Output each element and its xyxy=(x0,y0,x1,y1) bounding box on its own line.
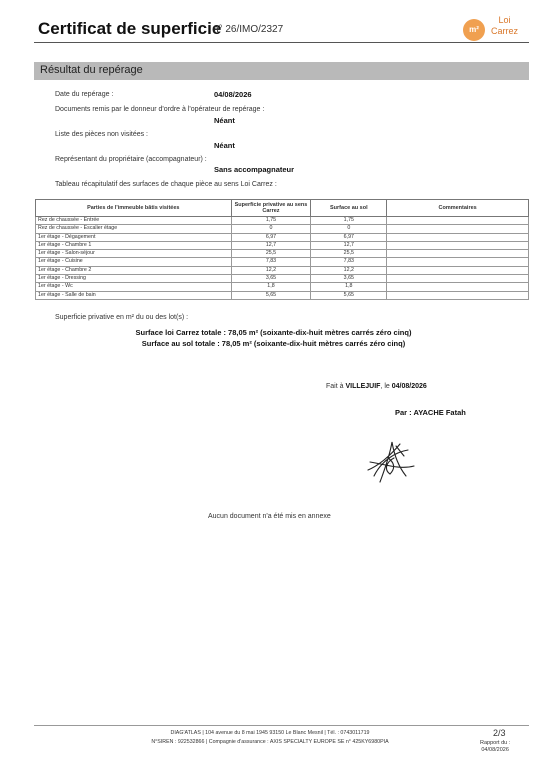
cell-sol: 7,83 xyxy=(311,258,387,266)
signature-image xyxy=(360,436,420,486)
fait-prefix: Fait à xyxy=(326,383,346,390)
cell-sol: 1,8 xyxy=(311,283,387,291)
cell-sol: 6,97 xyxy=(311,233,387,241)
table-row xyxy=(36,217,529,225)
cell-carrez: 25,5 xyxy=(231,250,311,258)
cell-part: 1er étage - Dégagement xyxy=(36,233,232,241)
table-row xyxy=(36,233,529,241)
footer-line1: DIAG'ATLAS | 104 avenue du 8 mai 1945 93150 Le Blanc Mesnil | Tél. : 0743011719 xyxy=(170,730,370,736)
cell-sol: 3,65 xyxy=(311,275,387,283)
footer-line2: N°SIREN : 922532866 | Compagnie d'assurance : AXIS SPECIALTY EUROPE SE n° 425KY6980PIA xyxy=(151,739,389,745)
cell-part: Rez de chaussée - Escalier étage xyxy=(36,225,232,233)
table-row xyxy=(36,275,529,283)
cell-carrez: 12,2 xyxy=(231,266,311,274)
col-header-comments: Commentaires xyxy=(387,200,529,217)
cell-carrez: 5,65 xyxy=(231,291,311,299)
cell-comment xyxy=(387,250,529,258)
cell-sol: 5,65 xyxy=(311,291,387,299)
cell-carrez: 1,75 xyxy=(231,217,311,225)
table-row xyxy=(36,258,529,266)
cell-comment xyxy=(387,225,529,233)
col-header-carrez: Superficie privative au sens Carrez xyxy=(231,200,311,217)
documents-label: Documents remis par le donneur d'ordre à l'opérateur de repérage : xyxy=(55,106,265,113)
cell-comment xyxy=(387,283,529,291)
sol-total: Surface au sol totale : 78,05 m² (soixante-dix-huit mètres carrés zéro cinq) xyxy=(141,339,406,348)
report-date-label: Rapport du : xyxy=(480,740,511,746)
page-number: 2/3 xyxy=(493,728,506,738)
cell-carrez: 12,7 xyxy=(231,241,311,249)
surface-table xyxy=(35,199,529,300)
certificate-number: n° 26/IMO/2327 xyxy=(213,24,284,35)
carrez-total: Surface loi Carrez totale : 78,05 m² (soixante-dix-huit mètres carrés zéro cinq) xyxy=(135,328,412,337)
logo-line2: Carrez xyxy=(491,26,519,36)
unvisited-value: Néant xyxy=(214,141,235,150)
summary-label: Superficie privative en m² du ou des lot(s) : xyxy=(55,314,189,321)
cell-sol: 1,75 xyxy=(311,217,387,225)
m2-logo-icon: m² xyxy=(463,19,485,41)
header-divider xyxy=(34,42,529,43)
cell-comment xyxy=(387,217,529,225)
date-label: Date du repérage : xyxy=(55,91,114,98)
cell-part: 1er étage - Salle de bain xyxy=(36,291,232,299)
signatory: Par : AYACHE Fatah xyxy=(395,408,466,417)
table-row xyxy=(36,283,529,291)
cell-sol: 0 xyxy=(311,225,387,233)
cell-part: Rez de chaussée - Entrée xyxy=(36,217,232,225)
footer-info xyxy=(60,729,480,747)
documents-value: Néant xyxy=(214,116,235,125)
col-header-parts: Parties de l'immeuble bâtis visitées xyxy=(36,200,232,217)
cell-carrez: 7,83 xyxy=(231,258,311,266)
cell-comment xyxy=(387,291,529,299)
cell-part: 1er étage - Wc xyxy=(36,283,232,291)
cell-comment xyxy=(387,266,529,274)
report-date-value: 04/08/2026 xyxy=(481,747,509,753)
table-row xyxy=(36,250,529,258)
annex-note: Aucun document n'a été mis en annexe xyxy=(208,513,331,520)
cell-sol: 12,7 xyxy=(311,241,387,249)
cell-part: 1er étage - Chambre 1 xyxy=(36,241,232,249)
cell-carrez: 6,97 xyxy=(231,233,311,241)
logo-text xyxy=(491,15,518,37)
table-intro: Tableau récapitulatif des surfaces de chaque pièce au sens Loi Carrez : xyxy=(55,181,277,188)
cell-comment xyxy=(387,258,529,266)
table-row xyxy=(36,241,529,249)
representative-label: Représentant du propriétaire (accompagnateur) : xyxy=(55,156,207,163)
fait-mid: , le xyxy=(380,383,392,390)
loi-carrez-logo xyxy=(463,14,523,42)
unvisited-label: Liste des pièces non visitées : xyxy=(55,131,148,138)
report-date xyxy=(480,740,510,754)
cell-sol: 12,2 xyxy=(311,266,387,274)
cell-part: 1er étage - Salon-séjour xyxy=(36,250,232,258)
fait-date: 04/08/2026 xyxy=(391,383,427,390)
cell-carrez: 1,8 xyxy=(231,283,311,291)
cell-part: 1er étage - Cuisine xyxy=(36,258,232,266)
cell-comment xyxy=(387,241,529,249)
table-row xyxy=(36,225,529,233)
cell-carrez: 3,65 xyxy=(231,275,311,283)
cell-part: 1er étage - Dressing xyxy=(36,275,232,283)
date-value: 04/08/2026 xyxy=(214,90,252,99)
footer-divider xyxy=(34,725,529,726)
fait-city: VILLEJUIF xyxy=(345,383,381,390)
table-row xyxy=(36,291,529,299)
cell-sol: 25,5 xyxy=(311,250,387,258)
fait-line xyxy=(326,383,427,390)
col-header-sol: Surface au sol xyxy=(311,200,387,217)
cell-comment xyxy=(387,275,529,283)
table-header-row xyxy=(36,200,529,217)
document-title: Certificat de superficie xyxy=(38,19,222,38)
table-row xyxy=(36,266,529,274)
cell-carrez: 0 xyxy=(231,225,311,233)
section-title: Résultat du repérage xyxy=(40,64,143,76)
cell-comment xyxy=(387,233,529,241)
cell-part: 1er étage - Chambre 2 xyxy=(36,266,232,274)
logo-line1: Loi xyxy=(498,15,511,25)
representative-value: Sans accompagnateur xyxy=(214,165,295,174)
